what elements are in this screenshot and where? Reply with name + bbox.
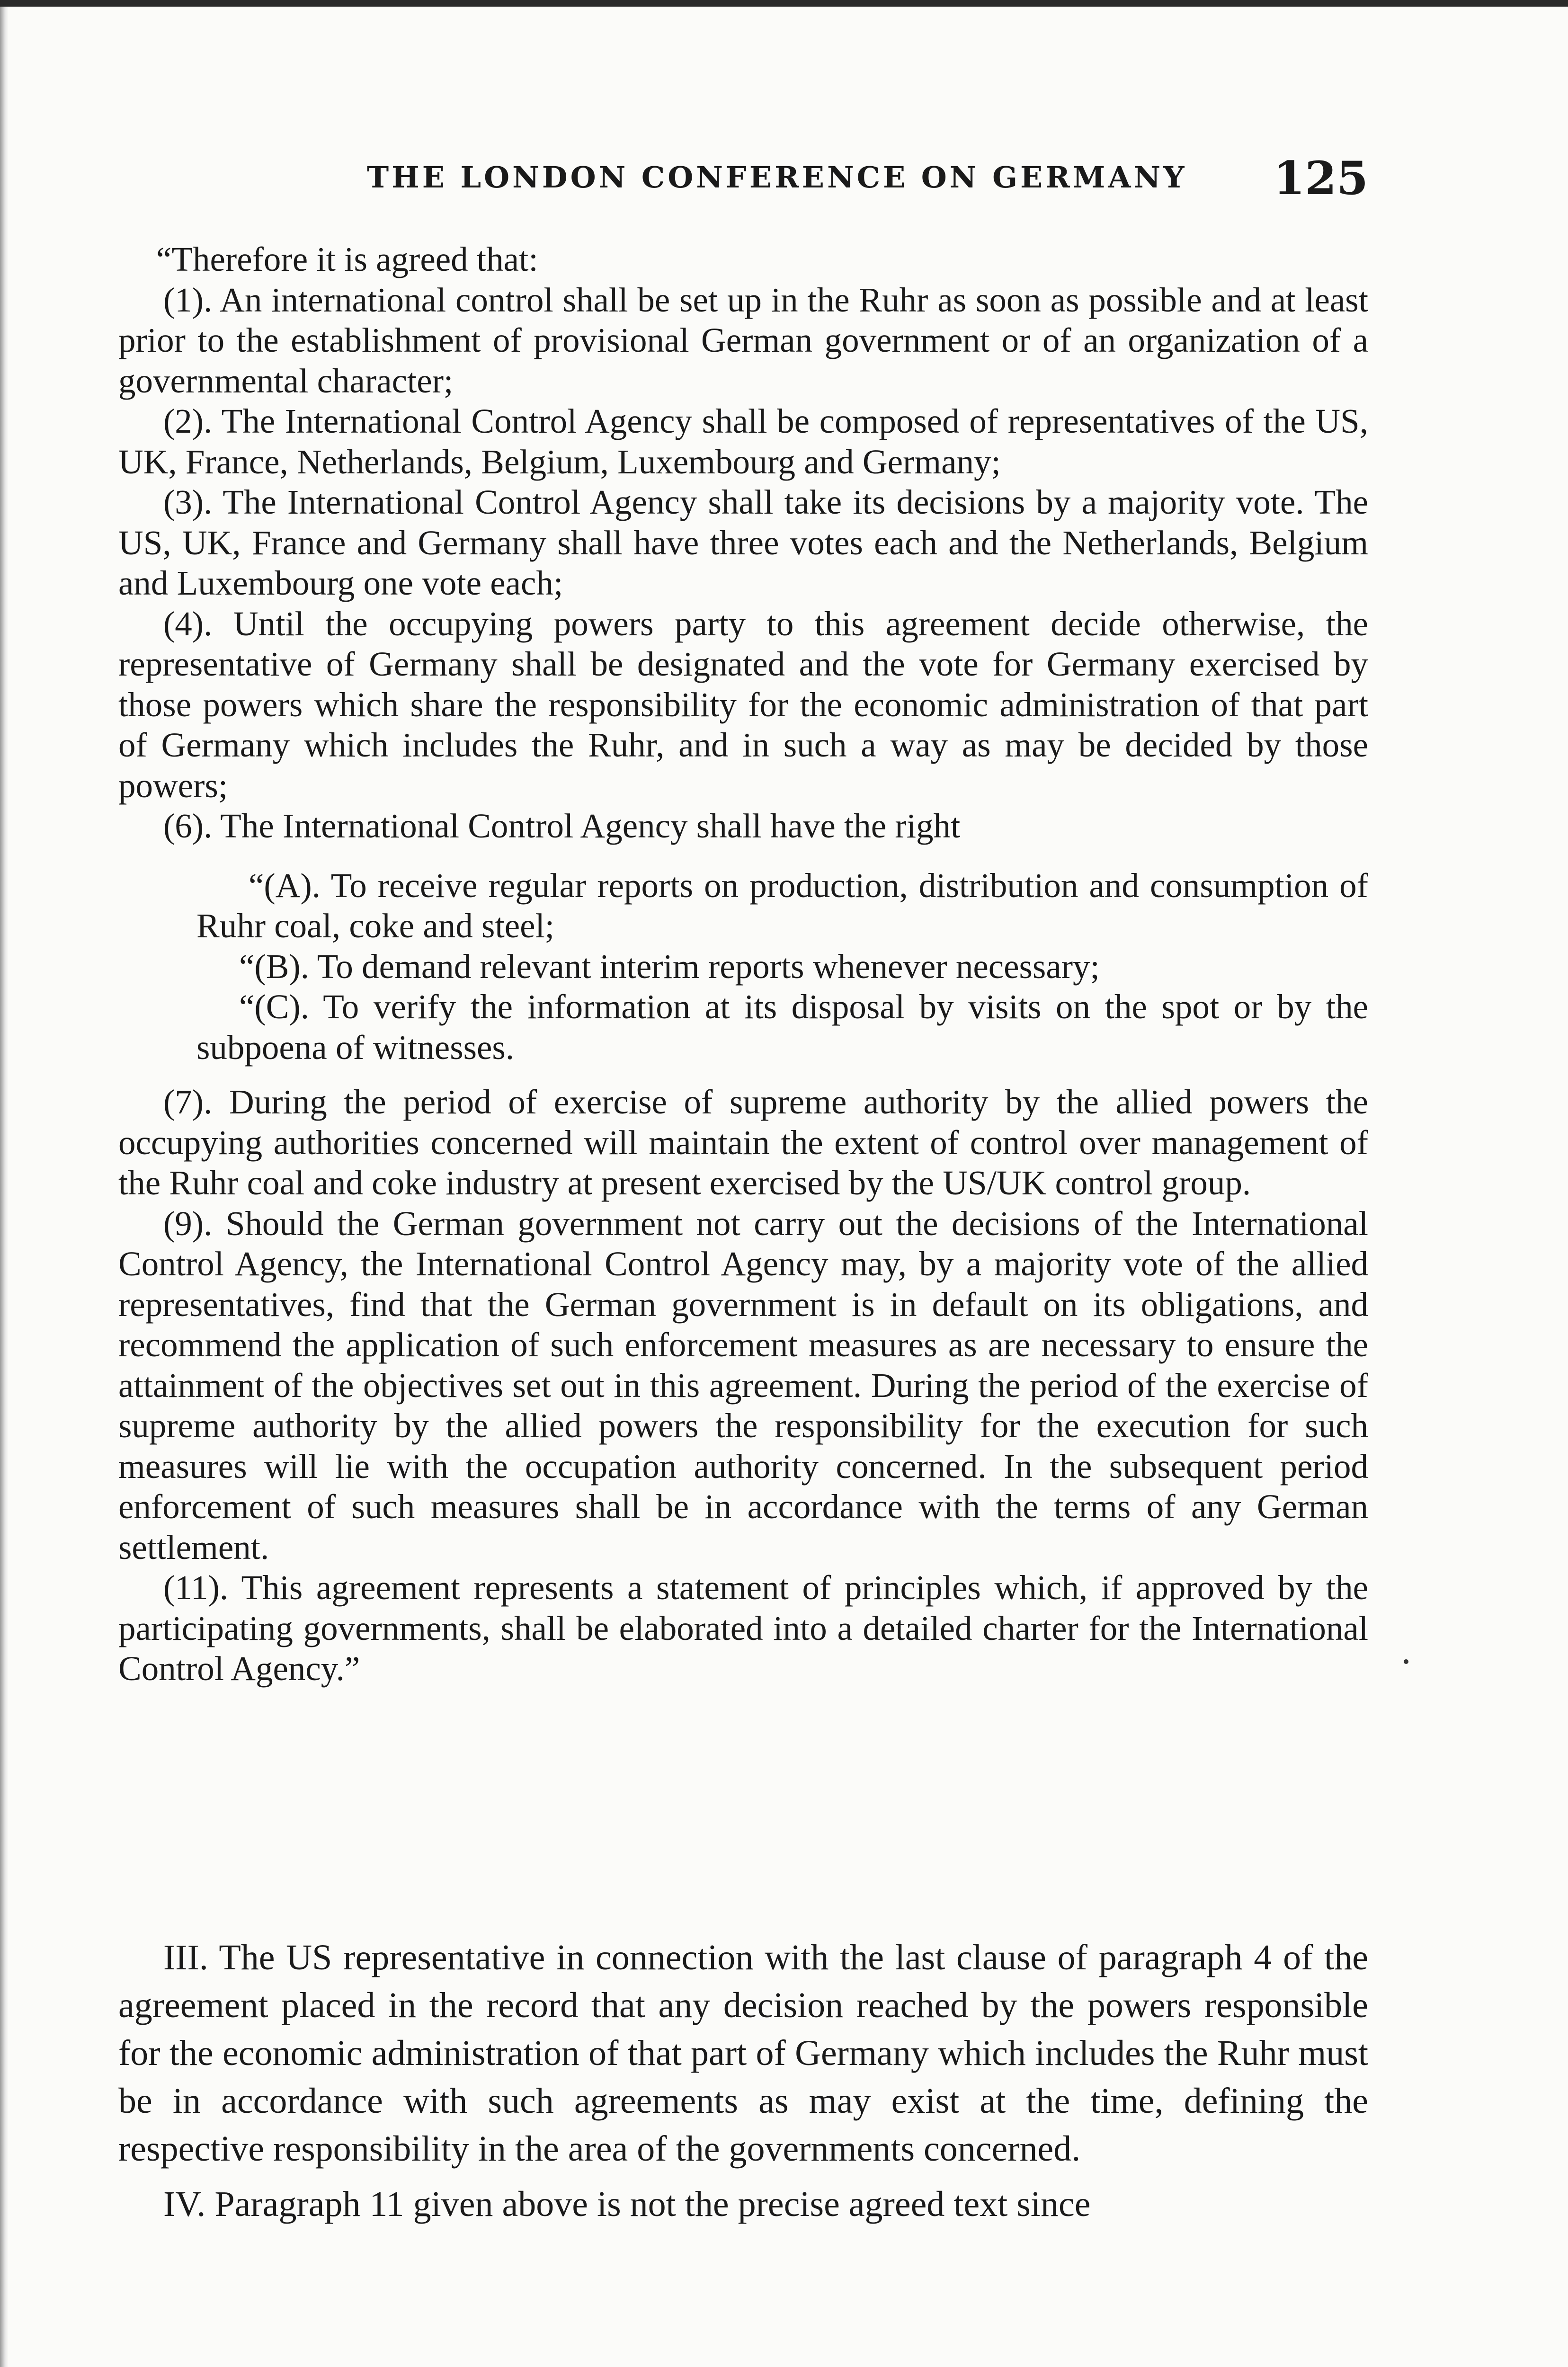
paragraph-6: (6). The International Control Agency shall have the right [163, 807, 961, 845]
paragraph-9: (9). Should the German government not carry out the decisions of the International Control Agency, the International Control Agency may, by a majority vote of the allied representatives, find that the German government is in default on its obligations, and recommend the application of such enforcement measures as are necessary to ensure the attainment of the objectives set out in this agreement. During the period of the exercise of supreme authority by the allied powers the responsibility for the execution for such measures will lie with the occupation authority concerned. In the subsequent period enforcement of such measures shall be in accordance with the terms of any German settlement. [118, 1204, 1368, 1566]
section-iv: IV. Paragraph 11 given above is not the precise agreed text since [163, 2184, 1091, 2224]
paragraph-6a: “(A). To receive regular reports on production, distribution and consumption of Ruhr coal, coke and steel; [196, 866, 1368, 945]
agreement-lead: “Therefore it is agreed that: [156, 240, 538, 278]
top-border [0, 0, 1568, 7]
paragraph-4: (4). Until the occupying powers party to this agreement decide otherwise, the representative of Germany shall be designated and the vote for Germany exercised by those powers which share the responsibility for the economic administration of that part of Germany which includes the Ruhr, and in such a way as may be decided by those powers; [118, 604, 1368, 805]
section-iii: III. The US representative in connection with the last clause of paragraph 4 of the agreement placed in the record that any decision reached by the powers responsible for the economic administration of that part of Germany which includes the Ruhr must be in accordance with such agreements as may exist at the time, defining the respective responsibility in the area of the governments concerned. [118, 1938, 1368, 2169]
paragraph-11: (11). This agreement represents a statement of principles which, if approved by the participating governments, shall be elaborated into a detailed charter for the International Control Agency.” [118, 1568, 1368, 1688]
running-head [118, 151, 1368, 208]
paragraph-6c: “(C). To verify the information at its disposal by visits on the spot or by the subpoena of witnesses. [196, 988, 1368, 1067]
paragraph-2: (2). The International Control Agency shall be composed of representatives of the US, UK, France, Netherlands, Belgium, Luxembourg and Germany; [118, 402, 1368, 481]
running-title: THE LONDON CONFERENCE ON GERMANY [367, 160, 1187, 195]
paragraph-7: (7). During the period of exercise of supreme authority by the allied powers the occupying authorities concerned will maintain the extent of control over management of the Ruhr coal and coke industry at present exercised by the US/UK control group. [118, 1083, 1368, 1202]
page-number: 125 [1273, 151, 1368, 205]
paragraph-6b: “(B). To demand relevant interim reports whenever necessary; [239, 947, 1100, 986]
body-text [118, 1934, 1368, 2236]
paragraph-3: (3). The International Control Agency shall take its decisions by a majority vote. The US, UK, France and Germany shall have three votes each and the Netherlands, Belgium and Luxembourg one vote each; [118, 483, 1368, 602]
quoted-agreement [118, 239, 1368, 1689]
paragraph-1: (1). An international control shall be set up in the Ruhr as soon as possible and at least prior to the establishment of provisional German government or of an organization of a governmental character; [118, 280, 1368, 400]
paragraph-6-subitems [118, 865, 1368, 1068]
margin-speck [1404, 1659, 1408, 1664]
binding-edge-shadow [0, 7, 9, 2367]
